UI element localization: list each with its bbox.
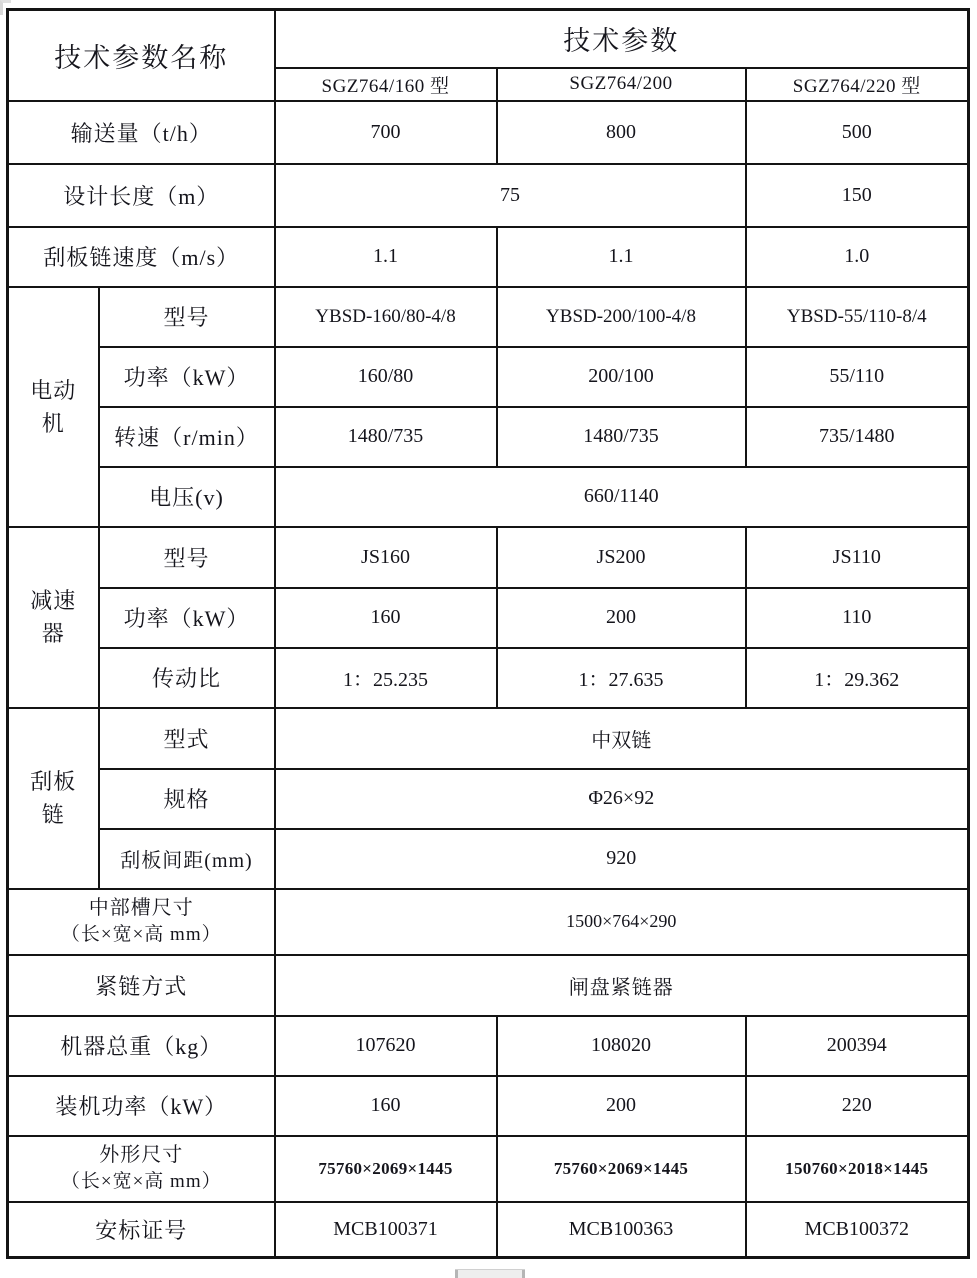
design-length-value-12: 75: [275, 164, 746, 227]
label-conveying-capacity: 输送量（t/h）: [8, 101, 275, 164]
motor-power-value-1: 160/80: [275, 347, 497, 407]
motor-speed-value-1: 1480/735: [275, 407, 497, 467]
motor-speed-value-2: 1480/735: [497, 407, 746, 467]
overall-dims-value-3: 150760×2018×1445: [746, 1136, 969, 1202]
capacity-value-2: 800: [497, 101, 746, 164]
header-param-name: 技术参数名称: [8, 10, 275, 101]
overall-dims-value-1: 75760×2069×1445: [275, 1136, 497, 1202]
label-reducer-power: 功率（kW）: [99, 588, 275, 648]
total-weight-value-2: 108020: [497, 1016, 746, 1076]
header-model-1: SGZ764/160 型: [275, 68, 497, 101]
label-total-weight: 机器总重（kg）: [8, 1016, 275, 1076]
reducer-power-value-1: 160: [275, 588, 497, 648]
middle-trough-value: 1500×764×290: [275, 889, 969, 955]
label-scraper-spacing: 刮板间距(mm): [99, 829, 275, 889]
motor-speed-value-3: 735/1480: [746, 407, 969, 467]
installed-power-value-3: 220: [746, 1076, 969, 1136]
scrollbar-tick-left: [455, 1270, 458, 1278]
label-chain-spec: 规格: [99, 769, 275, 829]
label-tensioning: 紧链方式: [8, 955, 275, 1016]
label-chain-speed: 刮板链速度（m/s）: [8, 227, 275, 287]
reducer-ratio-value-2: 1：27.635: [497, 648, 746, 708]
group-motor: 电动机: [8, 287, 99, 527]
total-weight-value-3: 200394: [746, 1016, 969, 1076]
motor-power-value-3: 55/110: [746, 347, 969, 407]
reducer-model-value-2: JS200: [497, 527, 746, 588]
reducer-ratio-value-1: 1：25.235: [275, 648, 497, 708]
label-overall-dims: [8, 1136, 275, 1202]
label-overall-dims-line2: （长×宽×高 mm）: [60, 1171, 222, 1193]
scrollbar-thumb[interactable]: [455, 1269, 525, 1278]
scrollbar-tick-right: [522, 1270, 525, 1278]
chain-speed-value-3: 1.0: [746, 227, 969, 287]
label-overall-dims-line1: 外形尺寸: [99, 1144, 184, 1167]
installed-power-value-1: 160: [275, 1076, 497, 1136]
reducer-power-value-3: 110: [746, 588, 969, 648]
motor-model-value-3: YBSD-55/110-8/4: [746, 287, 969, 347]
group-scraper-chain: 刮板链: [8, 708, 99, 889]
label-middle-trough: [8, 889, 275, 955]
safety-cert-value-2: MCB100363: [497, 1202, 746, 1258]
spec-table: [6, 8, 970, 1259]
label-chain-type: 型式: [99, 708, 275, 769]
motor-power-value-2: 200/100: [497, 347, 746, 407]
scraper-spacing-value: 920: [275, 829, 969, 889]
tensioning-value: 闸盘紧链器: [275, 955, 969, 1016]
chain-spec-value: Φ26×92: [275, 769, 969, 829]
installed-power-value-2: 200: [497, 1076, 746, 1136]
reducer-power-value-2: 200: [497, 588, 746, 648]
capacity-value-3: 500: [746, 101, 969, 164]
header-params: 技术参数: [275, 10, 969, 68]
label-motor-voltage: 电压(v): [99, 467, 275, 527]
chain-type-value: 中双链: [275, 708, 969, 769]
label-reducer-model: 型号: [99, 527, 275, 588]
reducer-model-value-3: JS110: [746, 527, 969, 588]
label-motor-power: 功率（kW）: [99, 347, 275, 407]
chain-speed-value-2: 1.1: [497, 227, 746, 287]
motor-model-value-2: YBSD-200/100-4/8: [497, 287, 746, 347]
safety-cert-value-1: MCB100371: [275, 1202, 497, 1258]
reducer-ratio-value-3: 1：29.362: [746, 648, 969, 708]
capacity-value-1: 700: [275, 101, 497, 164]
motor-model-value-1: YBSD-160/80-4/8: [275, 287, 497, 347]
label-motor-speed: 转速（r/min）: [99, 407, 275, 467]
label-motor-model: 型号: [99, 287, 275, 347]
design-length-value-3: 150: [746, 164, 969, 227]
label-installed-power: 装机功率（kW）: [8, 1076, 275, 1136]
label-design-length: 设计长度（m）: [8, 164, 275, 227]
group-reducer: 减速器: [8, 527, 99, 708]
label-safety-cert: 安标证号: [8, 1202, 275, 1258]
label-middle-trough-line1: 中部槽尺寸: [88, 897, 194, 920]
motor-voltage-value: 660/1140: [275, 467, 969, 527]
header-model-3: SGZ764/220 型: [746, 68, 969, 101]
overall-dims-value-2: 75760×2069×1445: [497, 1136, 746, 1202]
safety-cert-value-3: MCB100372: [746, 1202, 969, 1258]
reducer-model-value-1: JS160: [275, 527, 497, 588]
label-middle-trough-line2: （长×宽×高 mm）: [60, 924, 222, 946]
chain-speed-value-1: 1.1: [275, 227, 497, 287]
header-model-2: SGZ764/200: [497, 68, 746, 101]
label-reducer-ratio: 传动比: [99, 648, 275, 708]
total-weight-value-1: 107620: [275, 1016, 497, 1076]
